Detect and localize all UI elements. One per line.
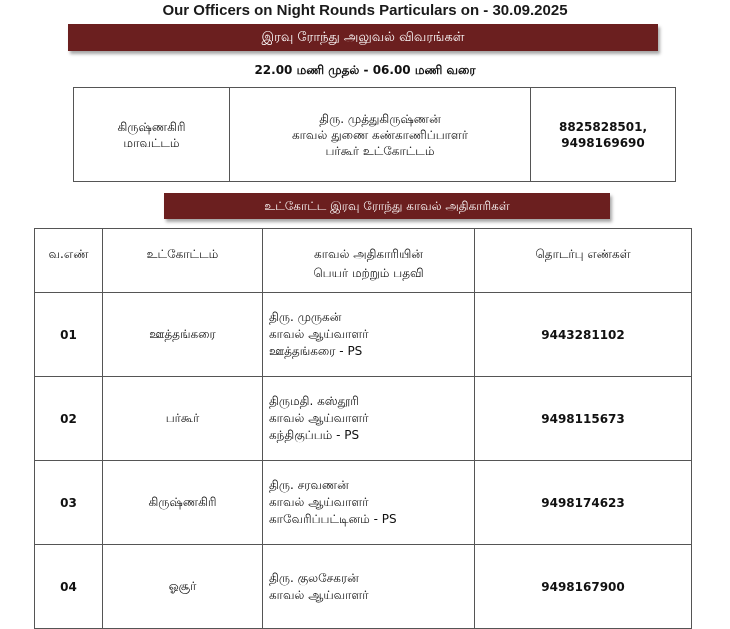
row-phone[interactable]: 9498115673 — [475, 377, 692, 461]
row-subdivision: கிருஷ்ணகிரி — [103, 461, 263, 545]
table-row — [35, 377, 692, 461]
header-sno: வ.எண் — [35, 229, 103, 293]
night-rounds-banner: இரவு ரோந்து அலுவல் விவரங்கள் — [68, 24, 658, 51]
phone-number[interactable]: 9498169690 — [561, 135, 645, 150]
page-title: Our Officers on Night Rounds Particulars on - 30.09.2025 — [162, 2, 568, 19]
officer-designation: காவல் ஆய்வாளர் — [269, 411, 369, 425]
table-row — [35, 461, 692, 545]
officer-station: காவேரிப்பட்டினம் - PS — [269, 512, 397, 526]
officer-name: திரு. சரவணன் — [269, 478, 349, 492]
district-label: மாவட்டம் — [123, 135, 180, 150]
row-number: 02 — [35, 377, 103, 461]
row-officer — [263, 377, 475, 461]
phone-number[interactable]: 8825828501, — [558, 119, 648, 134]
row-phone[interactable]: 9443281102 — [475, 293, 692, 377]
officer-cell — [230, 88, 531, 182]
header-officer-line2: பெயர் மற்றும் பதவி — [313, 266, 424, 280]
table-header-row — [35, 229, 692, 293]
row-phone[interactable]: 9498167900 — [475, 545, 692, 629]
officer-name: திருமதி. கஸ்தூரி — [269, 394, 359, 408]
officer-designation: காவல் ஆய்வாளர் — [269, 327, 369, 341]
row-number: 01 — [35, 293, 103, 377]
row-officer — [263, 545, 475, 629]
row-officer — [263, 293, 475, 377]
officer-designation: காவல் துணை கண்காணிப்பாளர் — [291, 127, 468, 142]
district-cell — [74, 88, 230, 182]
table-row — [35, 293, 692, 377]
row-officer — [263, 461, 475, 545]
row-subdivision: பர்கூர் — [103, 377, 263, 461]
table-row — [35, 545, 692, 629]
district-name: கிருஷ்ணகிரி — [117, 119, 186, 134]
phone-cell — [531, 88, 676, 182]
officer-designation: காவல் ஆய்வாளர் — [269, 587, 369, 602]
row-subdivision: ஊத்தங்கரை — [103, 293, 263, 377]
officers-table — [34, 228, 692, 629]
timing-text: 22.00 மணி முதல் - 06.00 மணி வரை — [254, 63, 476, 77]
officer-station: கந்திகுப்பம் - PS — [269, 428, 360, 442]
row-number: 03 — [35, 461, 103, 545]
officer-name: திரு. முருகன் — [269, 310, 342, 324]
officer-subdivision: பர்கூர் உட்கோட்டம் — [325, 143, 435, 158]
officer-name: திரு. முத்துகிருஷ்ணன் — [319, 111, 441, 126]
header-officer — [263, 229, 475, 293]
header-officer-line1: காவல் அதிகாரியின் — [314, 247, 423, 261]
district-officer-row — [74, 88, 676, 182]
subdivision-officers-banner: உட்கோட்ட இரவு ரோந்து காவல் அதிகாரிகள் — [164, 193, 610, 219]
row-subdivision: ஓசூர் — [103, 545, 263, 629]
officer-name: திரு. குலசேகரன் — [269, 570, 359, 585]
officer-station: ஊத்தங்கரை - PS — [269, 344, 363, 358]
row-phone[interactable]: 9498174623 — [475, 461, 692, 545]
officer-designation: காவல் ஆய்வாளர் — [269, 495, 369, 509]
row-number: 04 — [35, 545, 103, 629]
district-officer-table — [73, 87, 676, 182]
header-contact: தொடர்பு எண்கள் — [475, 229, 692, 293]
header-subdivision: உட்கோட்டம் — [103, 229, 263, 293]
